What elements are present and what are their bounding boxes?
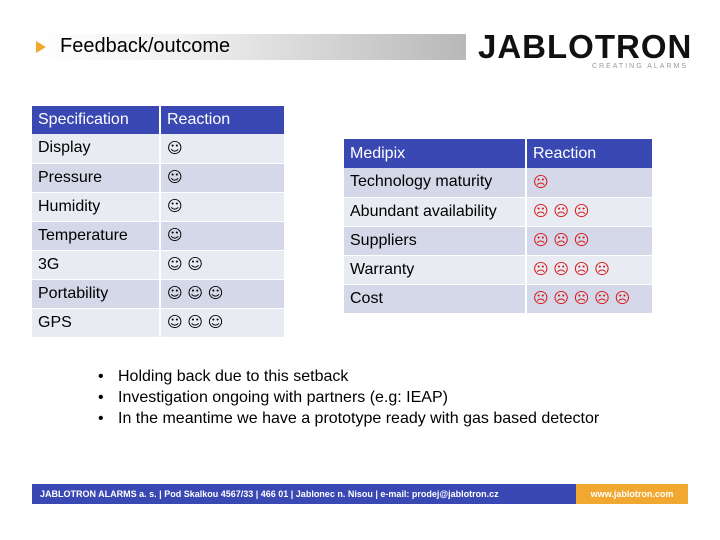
sad-face-icon: ☹ ☹ ☹ ☹ bbox=[533, 260, 610, 278]
table-row bbox=[32, 163, 285, 192]
smiley-face-icon: ☺ ☺ ☺ bbox=[167, 284, 224, 302]
table-row bbox=[344, 226, 653, 255]
smiley-face-icon: ☺ bbox=[167, 197, 183, 215]
table-row bbox=[32, 221, 285, 250]
table-header-row bbox=[32, 106, 285, 134]
specification-table bbox=[32, 106, 286, 338]
medipix-label: Suppliers bbox=[344, 226, 526, 255]
bullet-item: • Investigation ongoing with partners (e.g: IEAP) bbox=[98, 387, 599, 408]
slide-title-bar bbox=[34, 34, 466, 60]
sad-face-icon: ☹ ☹ ☹ bbox=[533, 202, 590, 220]
smiley-face-icon: ☺ bbox=[167, 138, 183, 157]
spec-label: Temperature bbox=[32, 221, 160, 250]
spec-label: 3G bbox=[32, 250, 160, 279]
company-logo bbox=[478, 28, 693, 74]
bullet-list bbox=[98, 366, 599, 429]
medipix-label: Cost bbox=[344, 284, 526, 313]
table-row bbox=[32, 308, 285, 337]
medipix-label: Abundant availability bbox=[344, 197, 526, 226]
sad-face-icon: ☹ ☹ ☹ bbox=[533, 231, 590, 249]
header-specification: Specification bbox=[32, 106, 160, 134]
table-row bbox=[32, 279, 285, 308]
footer-website-link[interactable]: www.jablotron.com bbox=[576, 484, 688, 504]
sad-face-icon: ☹ ☹ ☹ ☹ ☹ bbox=[533, 289, 631, 307]
medipix-label: Warranty bbox=[344, 255, 526, 284]
bullet-item: • Holding back due to this setback bbox=[98, 366, 599, 387]
table-row bbox=[344, 284, 653, 313]
table-row bbox=[32, 250, 285, 279]
logo-wordmark: JABLOTRON bbox=[478, 28, 693, 65]
title-arrow-icon bbox=[36, 41, 46, 53]
header-medipix: Medipix bbox=[344, 139, 526, 168]
spec-label: Humidity bbox=[32, 192, 160, 221]
smiley-face-icon: ☺ ☺ bbox=[167, 255, 204, 273]
logo-tagline: CREATING ALARMS bbox=[592, 63, 688, 70]
medipix-label: Technology maturity bbox=[344, 168, 526, 197]
slide-title: Feedback/outcome bbox=[60, 35, 231, 57]
bullet-item: • In the meantime we have a prototype ready with gas based detector bbox=[98, 408, 599, 429]
table-row bbox=[344, 168, 653, 197]
footer-bar bbox=[32, 484, 688, 504]
table-row bbox=[32, 192, 285, 221]
table-row bbox=[344, 197, 653, 226]
footer-contact: JABLOTRON ALARMS a. s. | Pod Skalkou 4567/33 | 466 01 | Jablonec n. Nisou | e-mail: prodej@jablotron.cz bbox=[40, 489, 499, 499]
spec-label: Display bbox=[32, 134, 160, 163]
table-row bbox=[32, 134, 285, 163]
spec-label: Portability bbox=[32, 279, 160, 308]
table-row bbox=[344, 255, 653, 284]
spec-label: GPS bbox=[32, 308, 160, 337]
smiley-face-icon: ☺ ☺ ☺ bbox=[167, 313, 224, 331]
header-reaction: Reaction bbox=[160, 106, 285, 134]
smiley-face-icon: ☺ bbox=[167, 226, 183, 244]
header-reaction: Reaction bbox=[526, 139, 653, 168]
medipix-table bbox=[344, 139, 654, 314]
smiley-face-icon: ☺ bbox=[167, 168, 183, 186]
sad-face-icon: ☹ bbox=[533, 172, 549, 191]
table-header-row bbox=[344, 139, 653, 168]
spec-label: Pressure bbox=[32, 163, 160, 192]
